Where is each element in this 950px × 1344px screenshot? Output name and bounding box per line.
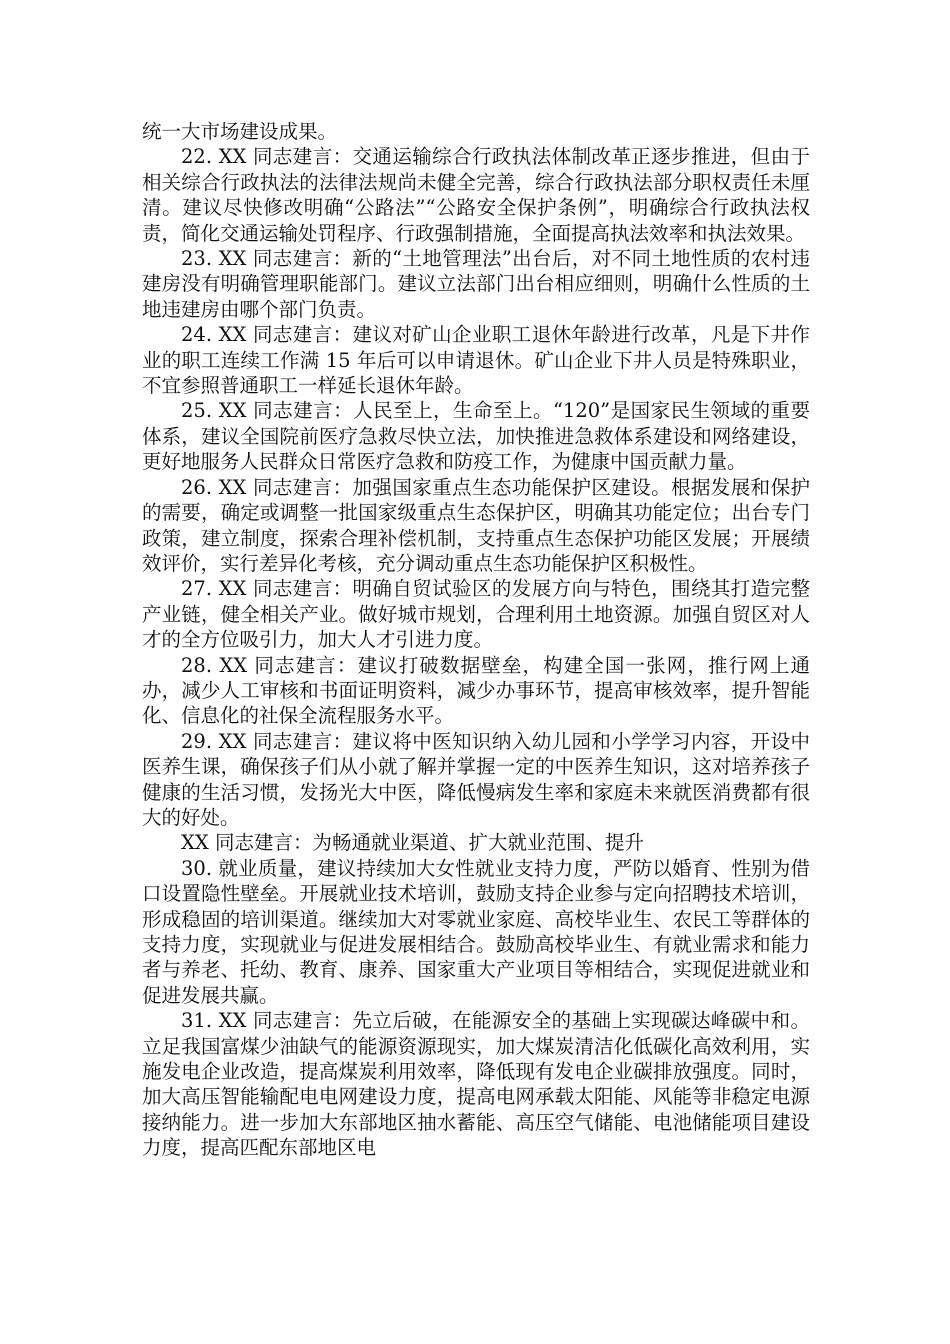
paragraph-26: 26. XX 同志建言：加强国家重点生态功能保护区建设。根据发展和保护的需要，确定或调整一批国家级重点生态保护区，明确其功能定位；出台专门政策，建立制度，探索合理补偿机制，支持重点生态保护功能区发展；开展绩效评价，实行差异化考核，充分调动重点生态功能保护区积极性。: [142, 475, 810, 575]
paragraph-0: 统一大市场建设成果。: [142, 120, 338, 143]
paragraph-25: 25. XX 同志建言：人民至上，生命至上。“120”是国家民生领域的重要体系，建议全国院前医疗急救尽快立法，加快推进急救体系建设和网络建设，更好地服务人民群众日常医疗急救和防疫工作，为健康中国贡献力量。: [142, 399, 810, 474]
paragraph-31: 31. XX 同志建言：先立后破，在能源安全的基础上实现碳达峰碳中和。立足我国富煤少油缺气的能源资源现实，加大煤炭清洁化低碳化高效利用，实施发电企业改造，提高煤炭利用效率，降低现有发电企业碳排放强度。同时，加大高压智能输配电电网建设力度，提高电网承载太阳能、风能等非稳定电源接纳能力。进一步加大东部地区抽水蓄能、高压空气储能、电池储能项目建设力度，提高匹配东部地区电: [142, 1009, 810, 1160]
paragraph-23: 23. XX 同志建言：新的“土地管理法”出台后，对不同土地性质的农村违建房没有明确管理职能部门。建议立法部门出台相应细则，明确什么性质的土地违建房由哪个部门负责。: [142, 247, 810, 321]
paragraph-29: 29. XX 同志建言：建议将中医知识纳入幼儿园和小学学习内容，开设中医养生课，确保孩子们从小就了解并掌握一定的中医养生知识，这对培养孩子健康的生活习惯，发扬光大中医，降低慢病发生率和家庭未来就医消费都有很大的好处。: [142, 729, 810, 829]
paragraph-28: 28. XX 同志建言：建议打破数据壁垒，构建全国一张网，推行网上通办，减少人工审核和书面证明资料，减少办事环节，提高审核效率，提升智能化、信息化的社保全流程服务水平。: [142, 653, 810, 728]
document-body: [142, 119, 810, 1161]
paragraph-22: 22. XX 同志建言：交通运输综合行政执法体制改革正逐步推进，但由于相关综合行政执法的法律法规尚未健全完善，综合行政执法部分职权责任未厘清。建议尽快修改明确“公路法”“公路安全保护条例”，明确综合行政执法权责，简化交通运输处罚程序、行政强制措施，全面提高执法效率和执法效果。: [142, 145, 810, 245]
paragraph-employment-intro: XX 同志建言：为畅通就业渠道、扩大就业范围、提升: [181, 831, 644, 855]
paragraph-30: 30. 就业质量，建议持续加大女性就业支持力度，严防以婚育、性别为借口设置隐性壁垒。开展就业技术培训，鼓励支持企业参与定向招聘技术培训，形成稳固的培训渠道。继续加大对零就业家庭、高校毕业生、农民工等群体的支持力度，实现就业与促进发展相结合。鼓励高校毕业生、有就业需求和能力者与养老、托幼、教育、康养、国家重大产业项目等相结合，实现促进就业和促进发展共赢。: [142, 856, 810, 1007]
paragraph-27: 27. XX 同志建言：明确自贸试验区的发展方向与特色，围绕其打造完整产业链，健全相关产业。做好城市规划，合理利用土地资源。加强自贸区对人才的全方位吸引力，加大人才引进力度。: [142, 577, 810, 652]
paragraph-24: 24. XX 同志建言：建议对矿山企业职工退休年龄进行改革，凡是下井作业的职工连续工作满 15 年后可以申请退休。矿山企业下井人员是特殊职业，不宜参照普通职工一样延长退休年龄。: [142, 323, 810, 398]
